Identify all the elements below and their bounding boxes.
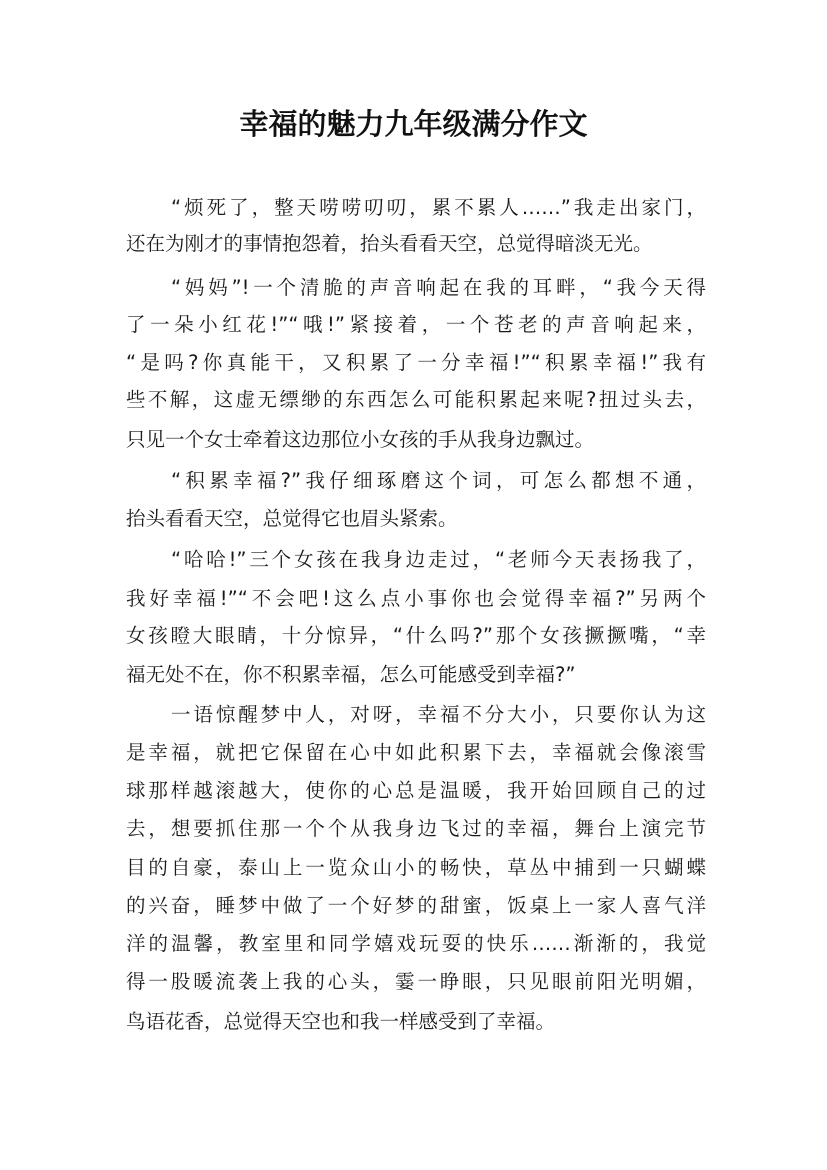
paragraph-line: 得一股暖流袭上我的心头，霎一睁眼，只见眼前阳光明媚， xyxy=(126,970,706,993)
paragraph-line: “哈哈!”三个女孩在我身边走过，“老师今天表扬我了， xyxy=(171,548,706,571)
paragraph-line: 目的自豪，泰山上一览众山小的畅快，草丛中捕到一只蝴蝶 xyxy=(126,856,706,879)
paragraph-line: 女孩瞪大眼睛，十分惊异，“什么吗?”那个女孩撅撅嘴，“幸 xyxy=(126,624,706,647)
paragraph-line: 一语惊醒梦中人，对呀，幸福不分大小，只要你认为这 xyxy=(171,703,706,726)
paragraph-line: 洋的温馨，教室里和同学嬉戏玩耍的快乐……渐渐的，我觉 xyxy=(126,932,706,955)
paragraph-line: “妈妈”!一个清脆的声音响起在我的耳畔，“我今天得 xyxy=(171,276,706,299)
paragraph-line: 只见一个女士牵着这边那位小女孩的手从我身边飘过。 xyxy=(126,428,595,451)
paragraph-line: 球那样越滚越大，使你的心总是温暖，我开始回顾自己的过 xyxy=(126,779,706,802)
paragraph-line: 了一朵小红花!”“哦!”紧接着，一个苍老的声音响起来， xyxy=(126,313,706,336)
paragraph-line: 些不解，这虚无缥缈的东西怎么可能积累起来呢?扭过头去， xyxy=(126,388,706,411)
paragraph-line: 福无处不在，你不积累幸福，怎么可能感受到幸福?” xyxy=(126,663,576,686)
paragraph-line: 是幸福，就把它保留在心中如此积累下去，幸福就会像滚雪 xyxy=(126,741,706,764)
paragraph-line: “烦死了，整天唠唠叨叨，累不累人……”我走出家门， xyxy=(171,196,706,219)
document-title: 幸福的魅力九年级满分作文 xyxy=(239,107,588,141)
paragraph-line: 抬头看看天空，总觉得它也眉头紧索。 xyxy=(126,507,458,530)
paragraph-line: “积累幸福?”我仔细琢磨这个词，可怎么都想不通， xyxy=(171,469,706,492)
paragraph-line: 还在为刚才的事情抱怨着，抬头看看天空，总觉得暗淡无光。 xyxy=(126,232,653,255)
paragraph-line: 的兴奋，睡梦中做了一个好梦的甜蜜，饭桌上一家人喜气洋 xyxy=(126,894,706,917)
paragraph-line: 鸟语花香，总觉得天空也和我一样感受到了幸福。 xyxy=(126,1010,556,1033)
paragraph-line: 去，想要抓住那一个个从我身边飞过的幸福，舞台上演完节 xyxy=(126,817,706,840)
paragraph-line: “是吗?你真能干，又积累了一分幸福!”“积累幸福!”我有 xyxy=(126,351,706,374)
paragraph-line: 我好幸福!”“不会吧!这么点小事你也会觉得幸福?”另两个 xyxy=(126,587,706,610)
